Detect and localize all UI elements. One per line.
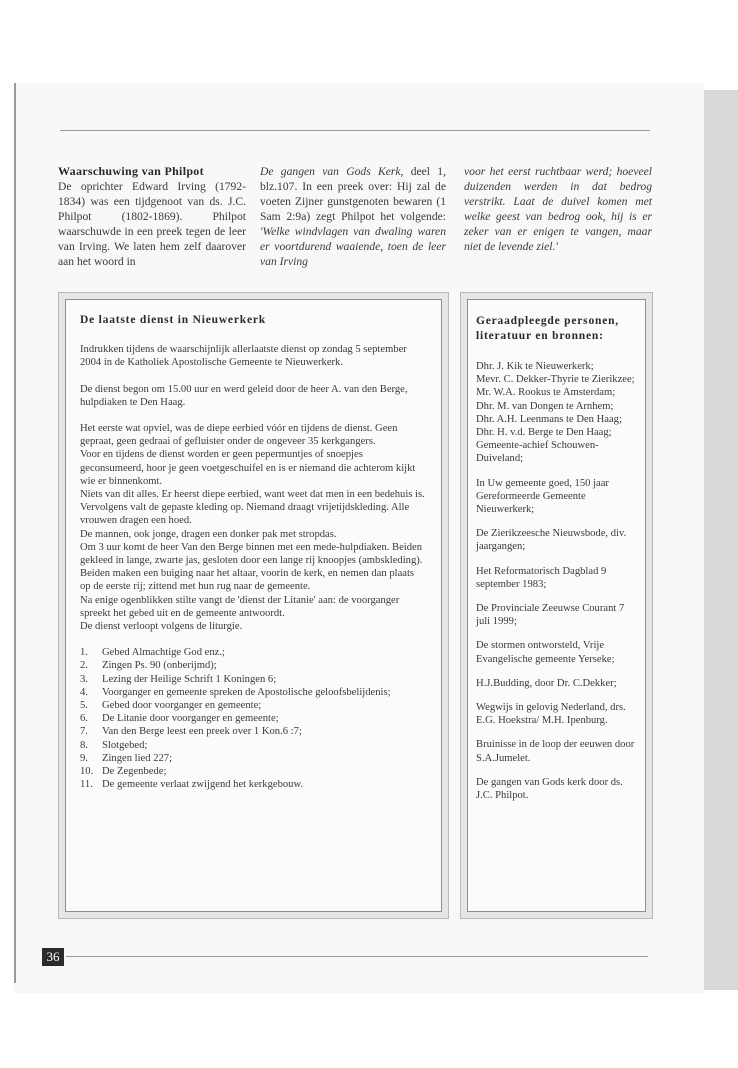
list-item: 8. Slotgebed; — [80, 739, 148, 751]
text-column-2 — [260, 164, 446, 269]
section-heading: Waarschuwing van Philpot — [58, 164, 204, 178]
text-column-3 — [464, 164, 652, 254]
service-start: De dienst begon om 15.00 uur en werd geleid door de heer A. van den Berge, hulpdiaken te Den Haag. — [80, 383, 408, 408]
list-item: 6. De Litanie door voorganger en gemeente; — [80, 713, 279, 725]
service-paragraph: De mannen, ook jonge, dragen een donker pak met stropdas. — [80, 528, 337, 540]
service-box-content — [80, 314, 427, 792]
source-item: De gangen van Gods kerk door ds. J.C. Philpot. — [476, 776, 623, 802]
list-item: 7. Van den Berge leest een preek over 1 Kon.6 :7; — [80, 726, 302, 738]
service-intro: Indrukken tijdens de waarschijnlijk allerlaatste dienst op zondag 5 september 2004 in de Katholiek Apostolische Gemeente te Nieuwerkerk. — [80, 344, 407, 369]
header-rule — [60, 130, 650, 131]
list-item: 5. Gebed door voorganger en gemeente; — [80, 700, 262, 712]
source-item: In Uw gemeente goed, 150 jaar Gereformeerde Gemeente Nieuwerkerk; — [476, 477, 609, 516]
service-paragraph: Om 3 uur komt de heer Van den Berge binnen met een mede-hulpdiaken. Beiden gekleed in lange, zwarte jas, gesloten door een lange rij knoopjes (ambskleding). — [80, 541, 423, 567]
quote-continuation: voor het eerst ruchtbaar werd; hoeveel duizenden werden in dat bedrog verstrikt. Laat de duivel komen met welke geest van bedrog ook, hij is er zeker van er enigen te vangen, maar niet de levende ziel.' — [464, 165, 652, 253]
list-item: 3. Lezing der Heilige Schrift 1 Koningen 6; — [80, 673, 277, 685]
list-item: 9. Zingen lied 227; — [80, 752, 173, 764]
binding-edge — [14, 83, 16, 983]
source-item: Bruinisse in de loop der eeuwen door S.A.Jumelet. — [476, 739, 635, 764]
sources-box — [460, 292, 653, 919]
list-item: 10. De Zegenbede; — [80, 766, 167, 778]
service-box — [58, 292, 449, 919]
service-paragraph: Niets van dit alles. Er heerst diepe eerbied, want weet dat men in een bedehuis is. — [80, 489, 425, 501]
service-paragraph: Na enige ogenblikken stilte vangt de 'dienst der Litanie' aan: de voorganger spreekt het gebed uit en de gemeente antwoordt. — [80, 594, 400, 619]
service-box-title: De laatste dienst in Nieuwerkerk — [80, 314, 266, 326]
service-paragraph: De dienst verloopt volgens de liturgie. — [80, 621, 243, 633]
source-item: Het Reformatorisch Dagblad 9 september 1983; — [476, 565, 607, 590]
list-item: 1. Gebed Almachtige God enz.; — [80, 647, 225, 659]
adjacent-page-edge — [704, 90, 738, 990]
service-paragraph: Vervolgens valt de gepaste kleding op. Niemand draagt vrijetijdskleding. Alle vrouwen dragen een hoed. — [80, 502, 410, 527]
page-number: 36 — [42, 948, 64, 966]
quote-start: 'Welke windvlagen van dwaling waren er voortdurend waaiende, toen de leer van Irving — [260, 225, 446, 268]
service-paragraph: Het eerste wat opviel, was de diepe eerbied vóór en tijdens de dienst. Geen gepraat, geen gedraai of gefluister onder de ongeveer 35 kerkgangers. — [80, 423, 398, 448]
source-item: De Zierikzeesche Nieuwsbode, div. jaargangen; — [476, 528, 627, 553]
sources-box-content — [476, 314, 636, 813]
book-title: De gangen van Gods Kerk, — [260, 165, 404, 178]
footer-rule — [66, 956, 648, 957]
sources-box-frame — [467, 299, 646, 912]
source-item: De Provinciale Zeeuwse Courant 7 juli 1999; — [476, 603, 625, 628]
service-paragraph: Beiden maken een buiging naar het altaar, voorin de kerk, en nemen dan plaats op de eerste rij; zittend met hun rug naar de gemeente. — [80, 568, 415, 593]
source-item: De stormen ontworsteld, Vrije Evangelische gemeente Yerseke; — [476, 640, 615, 665]
list-item: 2. Zingen Ps. 90 (onberijmd); — [80, 660, 217, 672]
list-item: 4. Voorganger en gemeente spreken de Apostolische geloofsbelijdenis; — [80, 686, 391, 698]
column-text: De oprichter Edward Irving (1792-1834) was een tijdgenoot van ds. J.C. Philpot (1802-1869). Philpot waarschuwde in een preek tegen de leer van Irving. We laten hem zelf daarover aan het woord in — [58, 180, 246, 268]
column-text: De gangen van Gods Kerk, deel 1, blz.107. In een preek over: Hij zal de voeten Zijner gunstgenoten bewaren (1 Sam 2:9a) zegt Philpot het volgende: 'Welke windvlagen van dwaling waren er voortdurend waaiende, toen de leer van Irving — [260, 165, 446, 268]
text-column-1 — [58, 164, 246, 269]
source-item: H.J.Budding, door Dr. C.Dekker; — [476, 677, 617, 689]
service-paragraph: Voor en tijdens de dienst worden er geen pepermuntjes of snoepjes geconsumeerd, hoor je geen voetgeschuifel en is er niemand die achterom kijkt wie er binnenkomt. — [80, 449, 416, 487]
persons-list: Dhr. J. Kik te Nieuwerkerk; Mevr. C. Dekker-Thyrie te Zierikzee; Mr. W.A. Rookus te Amsterdam; Dhr. M. van Dongen te Arnhem; Dhr. A.H. Leenmans te Den Haag; Dhr. H. v.d. Berge te Den Haag; Gemeente-achief Schouwen-Duiveland; — [476, 361, 635, 465]
source-item: Wegwijs in gelovig Nederland, drs. E.G. Hoekstra/ M.H. Ipenburg. — [476, 702, 626, 727]
liturgy-list — [80, 646, 427, 791]
sources-box-title: Geraadpleegde personen, literatuur en bronnen: — [476, 315, 619, 342]
list-item: 11. De gemeente verlaat zwijgend het kerkgebouw. — [80, 779, 304, 791]
service-box-frame — [65, 299, 442, 912]
